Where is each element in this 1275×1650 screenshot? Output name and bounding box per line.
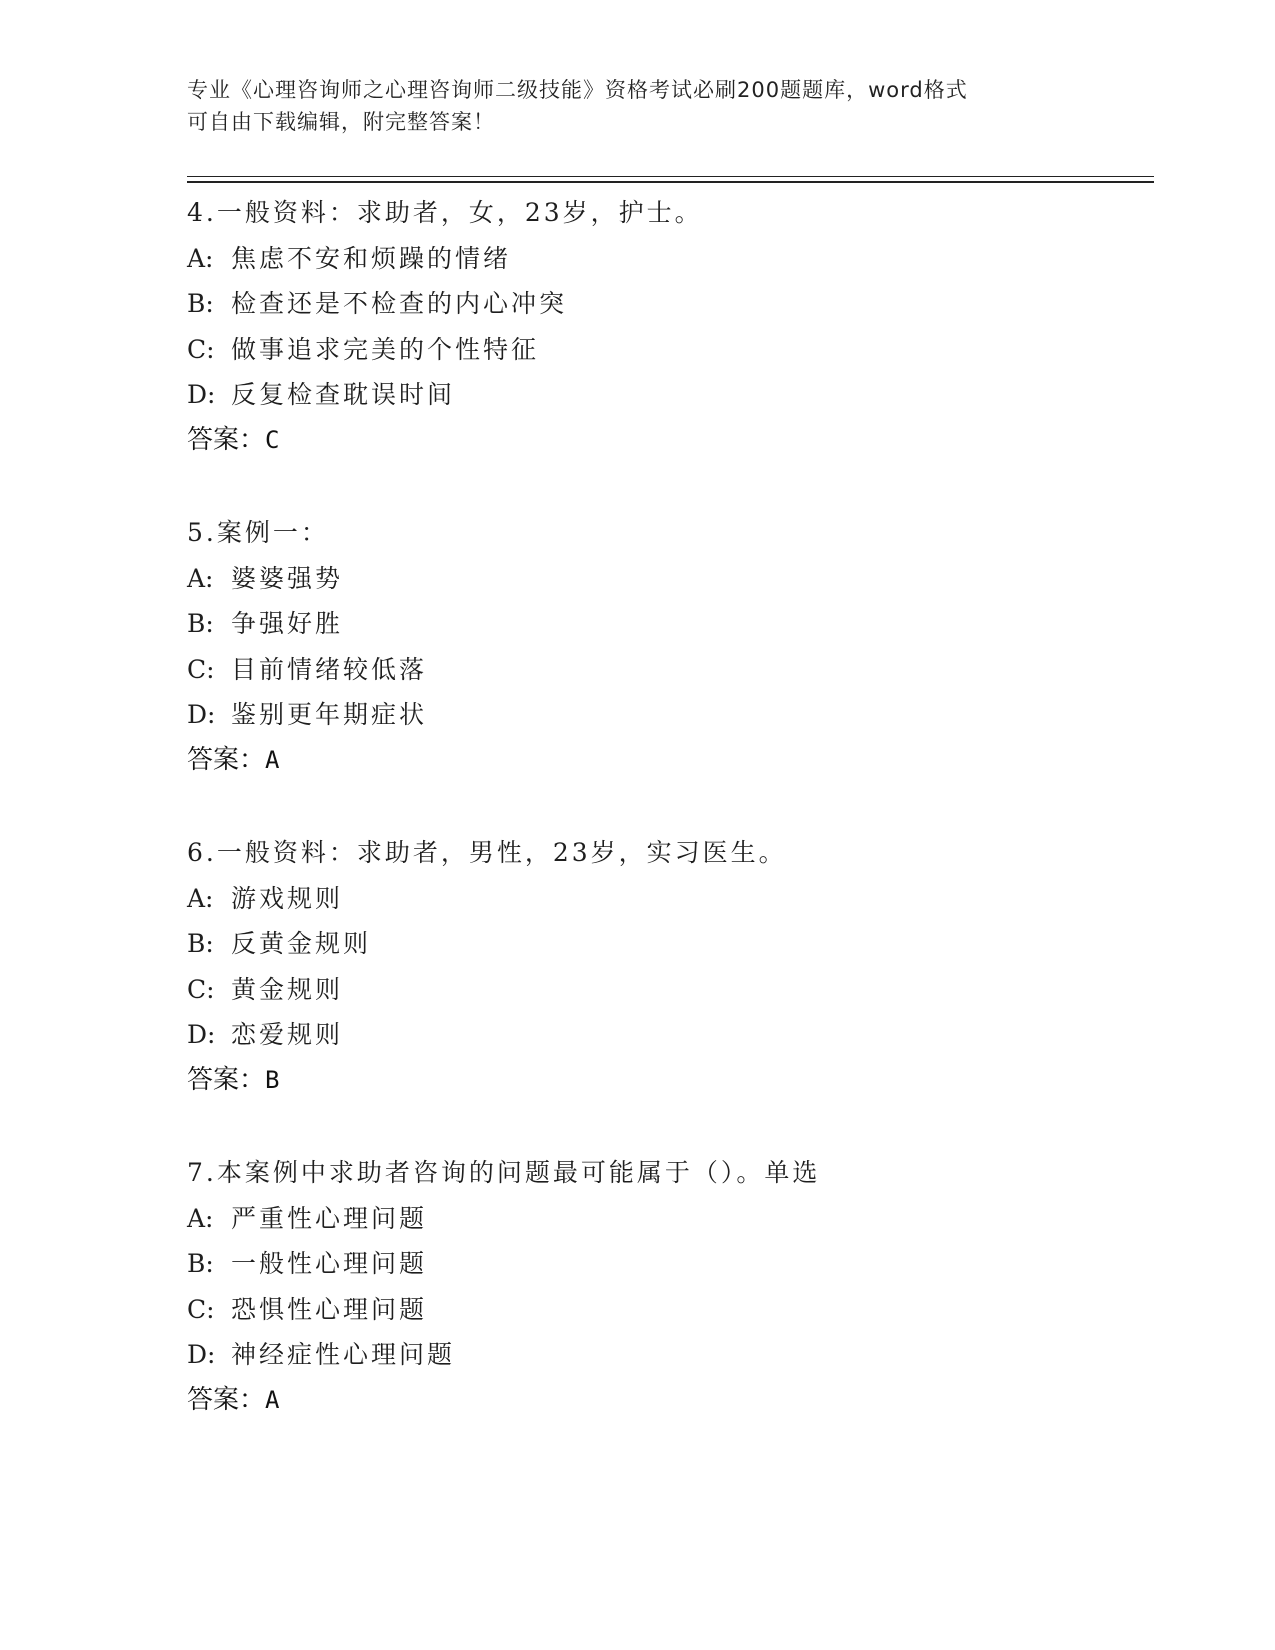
option-text: 焦虑不安和烦躁的情绪 xyxy=(231,243,512,273)
answer-line xyxy=(187,1058,1147,1104)
question-list xyxy=(187,190,1147,1470)
header-line-1: 专业《心理咨询师之心理咨询师二级技能》资格考试必刷200题题库，word格式 xyxy=(187,78,968,102)
option-letter: B: xyxy=(187,289,214,318)
option-text: 反黄金规则 xyxy=(231,929,372,958)
option-d xyxy=(187,1332,1147,1378)
option-c xyxy=(187,1287,1147,1333)
option-b xyxy=(187,601,1147,647)
option-text: 严重性心理问题 xyxy=(231,1203,428,1233)
header-divider-bottom xyxy=(187,181,1154,183)
option-a xyxy=(187,236,1147,282)
option-d xyxy=(187,692,1147,738)
option-text: 恐惧性心理问题 xyxy=(231,1294,428,1324)
question-stem: 6.一般资料：求助者，男性，23岁，实习医生。 xyxy=(187,838,787,867)
question-stem: 5.案例一： xyxy=(187,518,329,547)
option-b xyxy=(187,921,1147,967)
header-line-2: 可自由下载编辑，附完整答案！ xyxy=(187,110,495,134)
answer-value: A xyxy=(265,1385,280,1414)
option-letter: C: xyxy=(187,654,215,684)
option-letter: B: xyxy=(187,929,214,958)
option-text: 争强好胜 xyxy=(231,609,344,638)
option-d xyxy=(187,372,1147,418)
answer-line xyxy=(187,418,1147,464)
answer-value: C xyxy=(265,425,280,454)
question-block xyxy=(187,190,1147,463)
answer-line xyxy=(187,738,1147,784)
option-text: 目前情绪较低落 xyxy=(231,654,428,684)
option-letter: C: xyxy=(187,974,215,1004)
option-letter: C: xyxy=(187,334,215,364)
option-d xyxy=(187,1012,1147,1058)
option-letter: D: xyxy=(187,1020,216,1049)
option-text: 神经症性心理问题 xyxy=(231,1340,456,1369)
option-letter: C: xyxy=(187,1294,215,1324)
option-a xyxy=(187,1196,1147,1242)
answer-value: A xyxy=(265,745,280,774)
option-text: 黄金规则 xyxy=(231,974,344,1004)
answer-line xyxy=(187,1378,1147,1424)
option-letter: A: xyxy=(187,1203,214,1233)
option-letter: A: xyxy=(187,563,214,593)
question-block xyxy=(187,830,1147,1103)
question-block xyxy=(187,1150,1147,1423)
option-c xyxy=(187,327,1147,373)
option-letter: A: xyxy=(187,883,214,913)
option-letter: D: xyxy=(187,1340,216,1369)
option-a xyxy=(187,876,1147,922)
question-stem: 7.本案例中求助者咨询的问题最可能属于（）。单选 xyxy=(187,1158,821,1187)
option-c xyxy=(187,647,1147,693)
option-letter: A: xyxy=(187,243,214,273)
answer-value: B xyxy=(265,1065,280,1094)
option-letter: B: xyxy=(187,609,214,638)
option-text: 做事追求完美的个性特征 xyxy=(231,334,540,364)
option-text: 一般性心理问题 xyxy=(231,1249,428,1278)
option-text: 恋爱规则 xyxy=(231,1020,344,1049)
option-letter: D: xyxy=(187,700,216,729)
option-letter: B: xyxy=(187,1249,214,1278)
option-b xyxy=(187,1241,1147,1287)
answer-label: 答案： xyxy=(187,1384,266,1415)
document-header xyxy=(187,74,1087,138)
option-text: 鉴别更年期症状 xyxy=(231,700,428,729)
question-stem: 4.一般资料：求助者，女，23岁，护士。 xyxy=(187,198,703,227)
answer-label: 答案： xyxy=(187,1064,266,1095)
option-letter: D: xyxy=(187,380,216,409)
option-c xyxy=(187,967,1147,1013)
option-b xyxy=(187,281,1147,327)
option-text: 游戏规则 xyxy=(231,883,344,913)
option-text: 婆婆强势 xyxy=(231,563,344,593)
option-text: 反复检查耽误时间 xyxy=(231,380,456,409)
header-divider-top xyxy=(187,176,1154,177)
answer-label: 答案： xyxy=(187,744,266,775)
question-block xyxy=(187,510,1147,783)
answer-label: 答案： xyxy=(187,424,266,455)
option-a xyxy=(187,556,1147,602)
option-text: 检查还是不检查的内心冲突 xyxy=(231,289,568,318)
